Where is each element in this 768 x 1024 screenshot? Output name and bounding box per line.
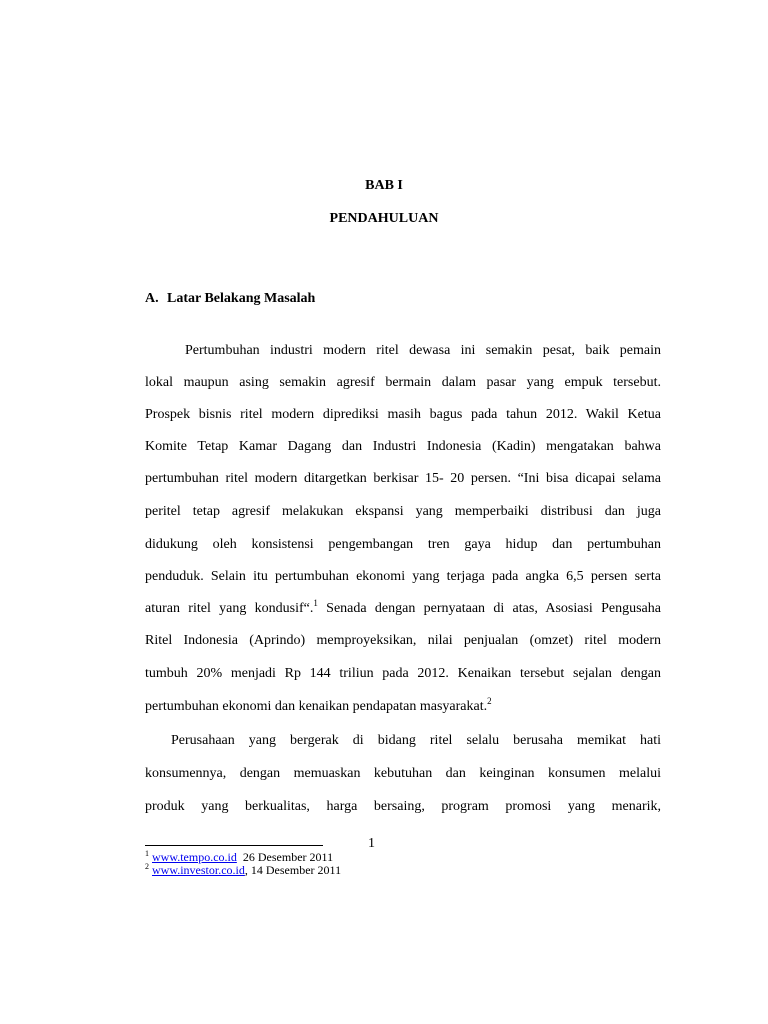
paragraph-line: lokal maupun asing semakin agresif bermain dalam pasar yang empuk tersebut. — [145, 375, 661, 390]
footnote-separator — [145, 845, 323, 846]
paragraph-line: Pertumbuhan industri modern ritel dewasa ini semakin pesat, baik pemain — [185, 343, 661, 358]
footnote-text: , 14 Desember 2011 — [244, 863, 342, 877]
footnote-mark: 2 — [145, 862, 149, 871]
paragraph-line: Perusahaan yang bergerak di bidang ritel selalu berusaha memikat hati — [171, 733, 661, 748]
footnote-link[interactable]: www.tempo.co.id — [152, 850, 237, 864]
paragraph-line: Ritel Indonesia (Aprindo) memproyeksikan, nilai penjualan (omzet) ritel modern — [145, 633, 661, 648]
line-text: aturan ritel yang kondusif“. — [145, 601, 314, 616]
chapter-title: PENDAHULUAN — [329, 211, 439, 226]
footnote-mark: 1 — [145, 849, 149, 858]
paragraph-line — [145, 696, 661, 715]
paragraph-line: produk yang berkualitas, harga bersaing, program promosi yang menarik, — [145, 799, 661, 814]
paragraph-line: penduduk. Selain itu pertumbuhan ekonomi yang terjaga pada angka 6,5 persen serta — [145, 569, 661, 584]
footnote-link[interactable]: www.investor.co.id — [152, 863, 245, 877]
page-number: 1 — [368, 836, 375, 851]
paragraph-line: Komite Tetap Kamar Dagang dan Industri Indonesia (Kadin) mengatakan bahwa — [145, 439, 661, 454]
paragraph-line: Prospek bisnis ritel modern diprediksi masih bagus pada tahun 2012. Wakil Ketua — [145, 407, 661, 422]
line-text: pertumbuhan ekonomi dan kenaikan pendapatan masyarakat. — [145, 699, 488, 714]
line-text: Senada dengan pernyataan di atas, Asosiasi Pengusaha — [317, 601, 661, 616]
footnote-ref[interactable]: 1 — [313, 598, 318, 608]
section-title: Latar Belakang Masalah — [167, 291, 316, 306]
chapter-label: BAB I — [365, 178, 403, 193]
section-heading — [145, 291, 315, 307]
paragraph-line: didukung oleh konsistensi pengembangan tren gaya hidup dan pertumbuhan — [145, 537, 661, 552]
paragraph-line: tumbuh 20% menjadi Rp 144 triliun pada 2012. Kenaikan tersebut sejalan dengan — [145, 666, 661, 681]
footnote — [145, 864, 341, 877]
paragraph-line — [145, 598, 661, 617]
paragraph-line: pertumbuhan ritel modern ditargetkan berkisar 15- 20 persen. “Ini bisa dicapai selama — [145, 471, 661, 486]
footnote-text: 26 Desember 2011 — [236, 850, 334, 864]
paragraph-line: konsumennya, dengan memuaskan kebutuhan dan keinginan konsumen melalui — [145, 766, 661, 781]
footnote-ref[interactable]: 2 — [487, 696, 492, 706]
paragraph-line: peritel tetap agresif melakukan ekspansi yang memperbaiki distribusi dan juga — [145, 504, 661, 519]
section-number: A. — [145, 291, 159, 306]
